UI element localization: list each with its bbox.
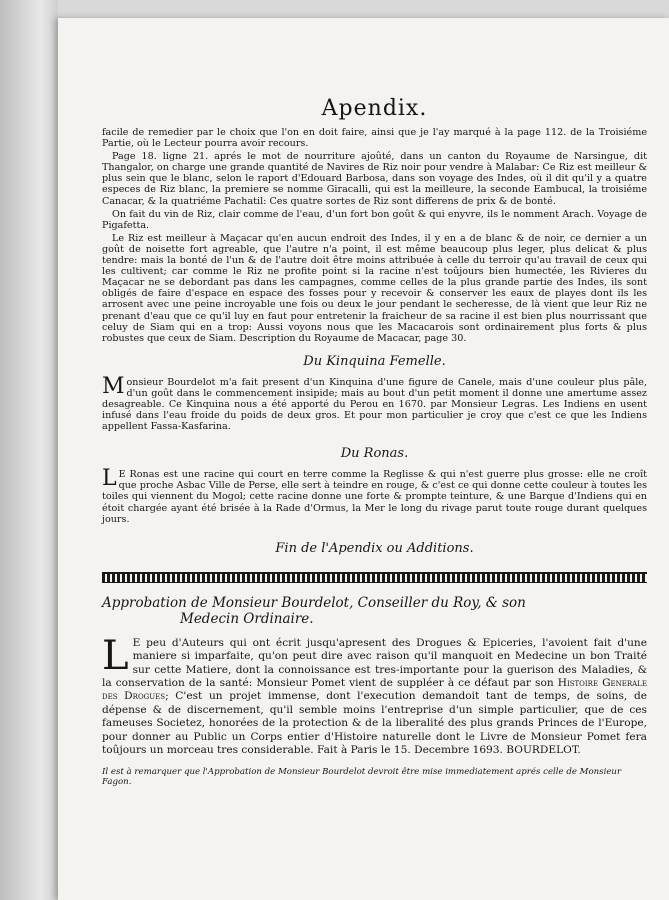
kinquina-paragraph [102, 373, 647, 433]
ronas-heading: Du Ronas. [340, 446, 409, 462]
kinquina-dropcap: M [102, 373, 125, 399]
kinquina-text: onsieur Bourdelot m'a fait present d'un Kinquina d'une figure de Canele, mais d'une couleur plus pâle, d'un goût dans le commencement insipide; mais au bout d'un petit moment il donne une amertume assez desagreable. Ce Kinquina nous a été apporté du Perou en 1670. par Monsieur Legras. Les Indiens en usent infusé dans l'eau froide du poids de deux gros. Et pour mon particulier je croy que c'est ce que les Indiens appellent Fassa-Kasfarina. [102, 376, 647, 433]
approbation-title-line-2: Medecin Ordinaire. [180, 610, 314, 627]
intro-paragraph-2: Page 18. ligne 21. aprés le mot de nourriture ajoûté, dans un canton du Royaume de Narsingue, dit Thangalor, on charge une grande quantité de Navires de Riz noir pour vendre à Malabar: Ce Riz est meilleur & plus sein que le blanc, selon le raport d'Edouard Barbosa, dans son voyage des Indes, où il dit qu'il y a quatre especes de Riz blanc, la premiere se nomme Giracalli, qui est la meilleure, la seconde Eambucal, la troisiéme Canacar, & la quatriéme Pachatil: Ces quatre sortes de Riz sont differens de prix & de bonté. [102, 151, 647, 207]
appendix-end-line: Fin de l'Apendix ou Additions. [275, 540, 474, 556]
intro-paragraph-4: Le Riz est meilleur à Maçacar qu'en aucun endroit des Indes, il y en a de blanc & de noir, ce dernier a un goût de noisette fort agreable, que l'autre n'a point, il est même beaucoup plus leger, plus delicat & plus tendre: mais la bonté de l'un & de l'autre doit être moins attribuée à celle du terroir qu'au travail de ceux qui les cultivent; car comme le Riz ne profite point si la racine n'est toûjours bien humectée, les Rivieres du Maçacar ne se debordant pas dans les campagnes, comme celles de la plus grande partie des Indes, ils sont obligés de faire d'espace en espace des fosses pour y recevoir & conserver les eaux de playes dont ils les arrosent avec une peine incroyable une fois ou deux le jour pendant le secheresse, de là vient que leur Riz ne prenant d'eau que ce qu'il luy en faut pour entretenir la fraicheur de sa racine il est bien plus nourrissant que celuy de Siam qui en a trop: Aussi voyons nous que les Macacarois sont ordinairement plus forts & plus robustes que ceux de Siam. Description du Royaume de Macacar, page 30. [102, 232, 647, 344]
page-content [102, 96, 647, 787]
approbation-dropcap: L [102, 632, 129, 679]
document-page [58, 18, 669, 900]
ronas-paragraph [102, 466, 647, 525]
approbation-body [102, 632, 647, 758]
book-gutter [0, 0, 58, 900]
page-heading: Apendix. [321, 96, 428, 121]
ronas-text: E Ronas est une racine qui court en terre comme la Reglisse & qui n'est guerre plus grosse: elle ne croît que proche Asbac Ville de Perse, elle sert à teindre en rouge, & c'est ce qui donne cette couleur à toutes les toiles qui viennent du Mogol; cette racine donne une forte & prompte teinture, & une Barque d'Indiens qui en étoit chargée ayant été brisée à la Rade d'Ormus, la Mer le long du rivage parut toute rouge durant quelques jours. [102, 469, 647, 525]
footnote: Il est à remarquer que l'Approbation de Monsieur Bourdelot devroit être mise immediatement aprés celle de Monsieur Fagon. [102, 767, 622, 788]
approbation-title [102, 595, 647, 627]
approbation-text-after: ; C'est un projet immense, dont l'execution demandoit tant de temps, de soins, de dépense & de discernement, qu'il semble moins l'entreprise d'un simple particulier, que de ces fameuses Societez, honorées de la protection & de la liberalité des plus grands Princes de l'Europe, pour donner au Public un Corps entier d'Histoire naturelle dont le Livre de Monsieur Pomet fera toûjours un morceau tres considerable. Fait à Paris le 15. Decembre 1693. [102, 690, 647, 756]
approbation-book-title: Histoire Generale des Drogues [102, 676, 647, 703]
kinquina-heading: Du Kinquina Femelle. [303, 353, 446, 369]
ronas-dropcap: L [102, 466, 117, 492]
intro-paragraph-3: On fait du vin de Riz, clair comme de l'eau, d'un fort bon goût & qui enyvre, ils le nomment Arach. Voyage de Pigafetta. [102, 208, 647, 231]
approbation-text-before: E peu d'Auteurs qui ont écrit jusqu'apresent des Drogues & Epiceries, l'avoient fait d'une maniere si imparfaite, qu'on peut dire avec raison qu'il manquoit en Medecine un bon Traité sur cette Matiere, dont la connoissance est tres-importante pour la guerison des Maladies, & la conservation de la santé: Monsieur Pomet vient de suppléer à ce défaut par son [102, 636, 647, 689]
approbation-signature: BOURDELOT. [506, 743, 581, 756]
ornamental-divider [102, 572, 647, 583]
approbation-title-line-1: Approbation de Monsieur Bourdelot, Conseiller du Roy, & son [102, 594, 526, 611]
intro-paragraph-1: facile de remedier par le choix que l'on en doit faire, ainsi que je l'ay marqué à la page 112. de la Troisiéme Partie, où le Lecteur pourra avoir recours. [102, 127, 647, 150]
